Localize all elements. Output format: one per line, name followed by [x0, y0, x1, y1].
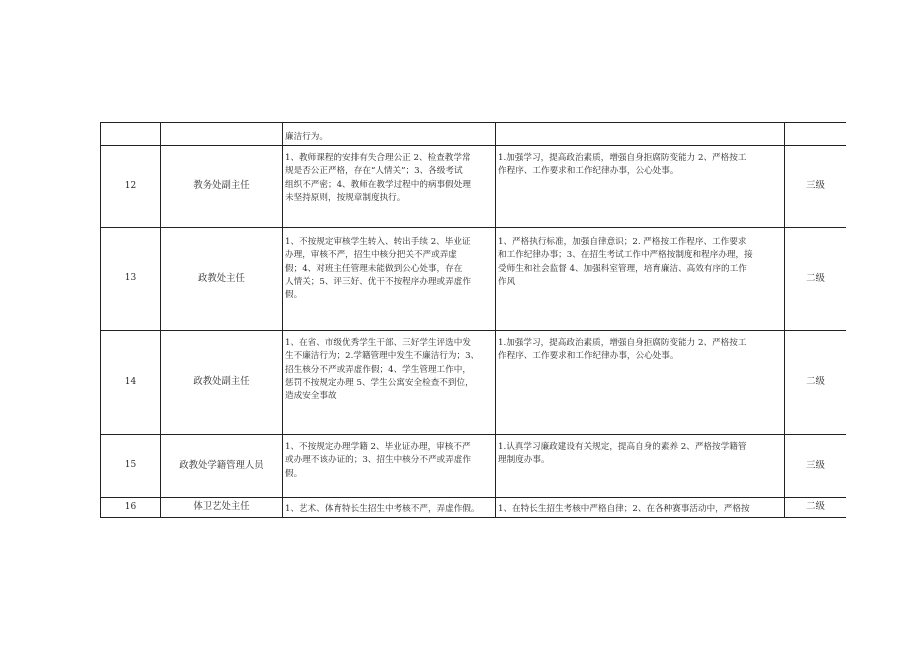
measure-cell: 1.加强学习，提高政治素质，增强自身拒腐防变能力 2、严格按工 作程序、工作要求和工作纪律办事，公心处事。	[498, 338, 747, 362]
position-cell: 政教处副主任	[193, 376, 250, 388]
position-cell: 政教处主任	[198, 272, 245, 284]
table-border-top	[100, 122, 846, 123]
measure-cell: 1.加强学习，提高政治素质，增强自身拒腐防变能力 2、严格按工 作程序、工作要求和工作纪律办事，公心处事。	[498, 153, 747, 177]
position-cell: 教务处副主任	[193, 180, 250, 192]
risk-cell: 1、不按规定办理学籍 2、毕业证办理，审核不严 或办理不该办证的；3、招生中核分不严或弄虚作 假。	[285, 442, 471, 479]
measure-cell: 1、在特长生招生考核中严格自律；2、在各种赛事活动中，严格按	[498, 504, 750, 514]
risk-level-cell: 二级	[806, 376, 825, 388]
risk-cell: 1、艺术、体育特长生招生中考核不严，弄虚作假。	[285, 504, 480, 514]
risk-cell-continued: 廉洁行为。	[285, 132, 328, 142]
measure-cell: 1.认真学习廉政建设有关规定，提高自身的素养 2、严格按学籍管 理制度办事。	[498, 442, 747, 466]
position-cell: 政教处学籍管理人员	[179, 459, 264, 471]
row-number: 15	[124, 460, 137, 471]
row-number: 12	[124, 180, 137, 191]
risk-level-cell: 三级	[806, 180, 825, 192]
measure-cell: 1、严格执行标准，加强自律意识；2. 严格按工作程序、工作要求 和工作纪律办事；3、在招生考试工作中严格按制度和程序办理，接 受师生和社会监督 4、加强科室管理，培育廉洁、高效有序的工作 作风	[498, 237, 753, 287]
position-cell: 体卫艺处主任	[193, 501, 250, 513]
risk-cell: 1、在省、市级优秀学生干部、三好学生评选中发 生不廉洁行为；2.学籍管理中发生不廉洁行为；3、 招生核分不严或弄虚作假；4、学生管理工作中， 惩罚不按规定办理 5、学生公寓安全检查不到位， 造成安全事故	[285, 338, 480, 402]
risk-cell: 1、不按规定审核学生转入、转出手续 2、毕业证 办理，审核不严，招生中核分把关不严或弄虚 假；4、对班主任管理未能做到公心处事，存在 人情关；5、评三好、优干不按程序办理或弄虚作 假。	[285, 237, 471, 301]
risk-level-cell: 二级	[806, 501, 825, 513]
row-number: 13	[124, 273, 137, 284]
risk-level-cell: 三级	[806, 459, 825, 471]
risk-level-cell: 二级	[806, 272, 825, 284]
risk-cell: 1、教师课程的安排有失合理公正 2、检查教学常 规是否公正严格，存在“人情关”；3、各级考试 组织不严密；4、教师在教学过程中的病事假处理 未坚持原则，按规章制度执行。	[285, 153, 471, 203]
row-number: 16	[124, 501, 137, 512]
row-number: 14	[124, 376, 137, 387]
